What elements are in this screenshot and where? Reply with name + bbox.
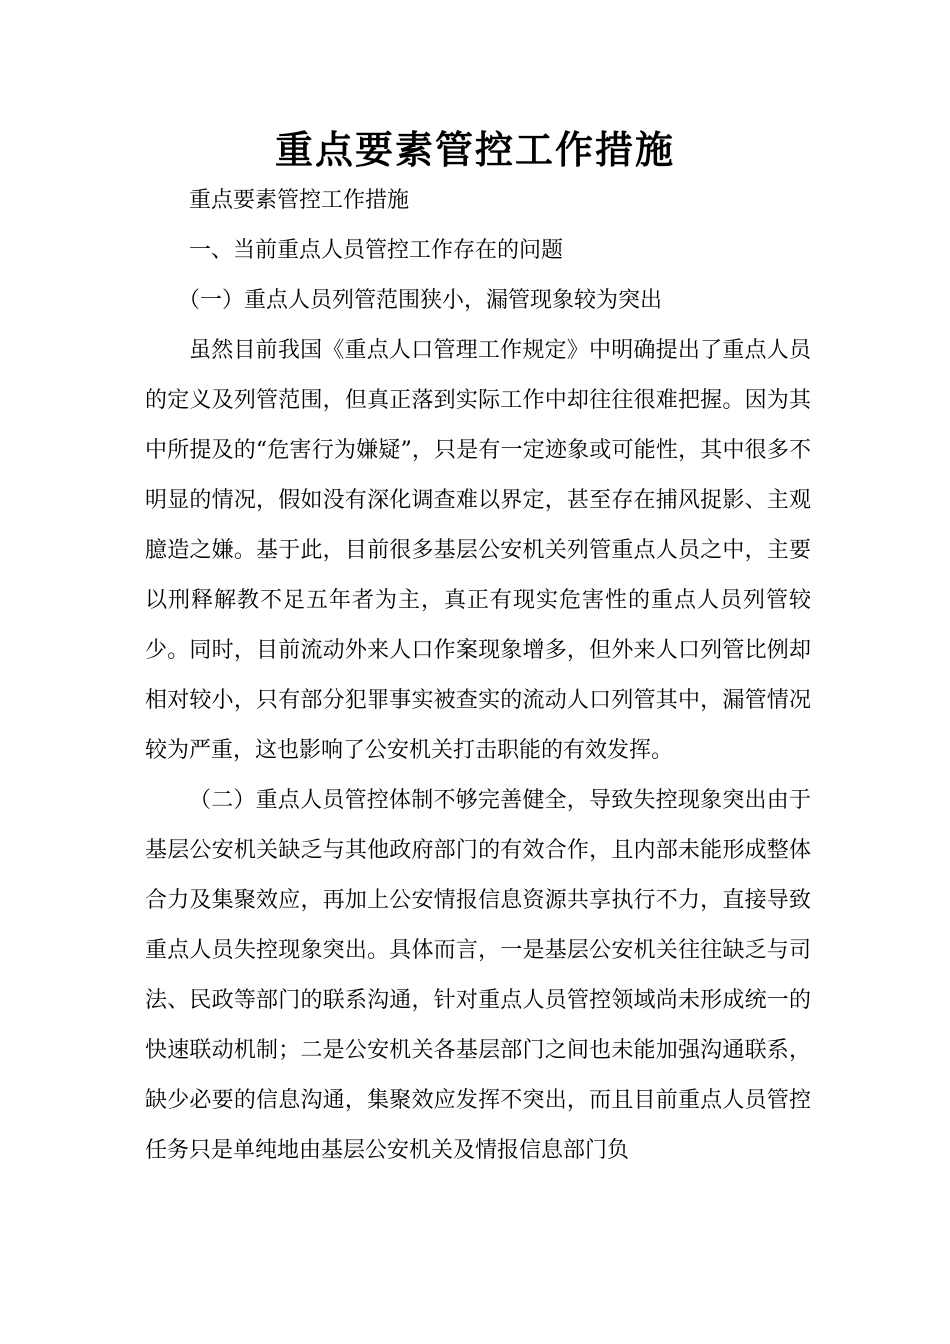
paragraph-subtitle: 重点要素管控工作措施: [189, 188, 410, 213]
paragraph-body-2: （二）重点人员管控体制不够完善健全，导致失控现象突出由于基层公安机关缺乏与其他政府部门的有效合作，且内部未能形成整体合力及集聚效应，再加上公安情报信息资源共享执行不力，直接导致重点人员失控现象突出。具体而言，一是基层公安机关往往缺乏与司法、民政等部门的联系沟通，针对重点人员管控领域尚未形成统一的快速联动机制；二是公安机关各基层部门之间也未能加强沟通联系，缺少必要的信息沟通，集聚效应发挥不突出，而且目前重点人员管控任务只是单纯地由基层公安机关及情报信息部门负: [145, 788, 811, 1163]
paragraph-subsection-heading: （一）重点人员列管范围狭小，漏管现象较为突出: [178, 288, 663, 313]
document-title: 重点要素管控工作措施: [274, 128, 675, 172]
paragraph-body-1: 虽然目前我国《重点人口管理工作规定》中明确提出了重点人员的定义及列管范围，但真正落到实际工作中却往往很难把握。因为其中所提及的“危害行为嫌疑”，只是有一定迹象或可能性，其中很多不明显的情况，假如没有深化调查难以界定，甚至存在捕风捉影、主观臆造之嫌。基于此，目前很多基层公安机关列管重点人员之中，主要以刑释解教不足五年者为主，真正有现实危害性的重点人员列管较少。同时，目前流动外来人口作案现象增多，但外来人口列管比例却相对较小，只有部分犯罪事实被查实的流动人口列管其中，漏管情况较为严重，这也影响了公安机关打击职能的有效发挥。: [145, 338, 811, 763]
paragraph-section-heading: 一、当前重点人员管控工作存在的问题: [189, 238, 564, 263]
document-body: [145, 176, 811, 1176]
